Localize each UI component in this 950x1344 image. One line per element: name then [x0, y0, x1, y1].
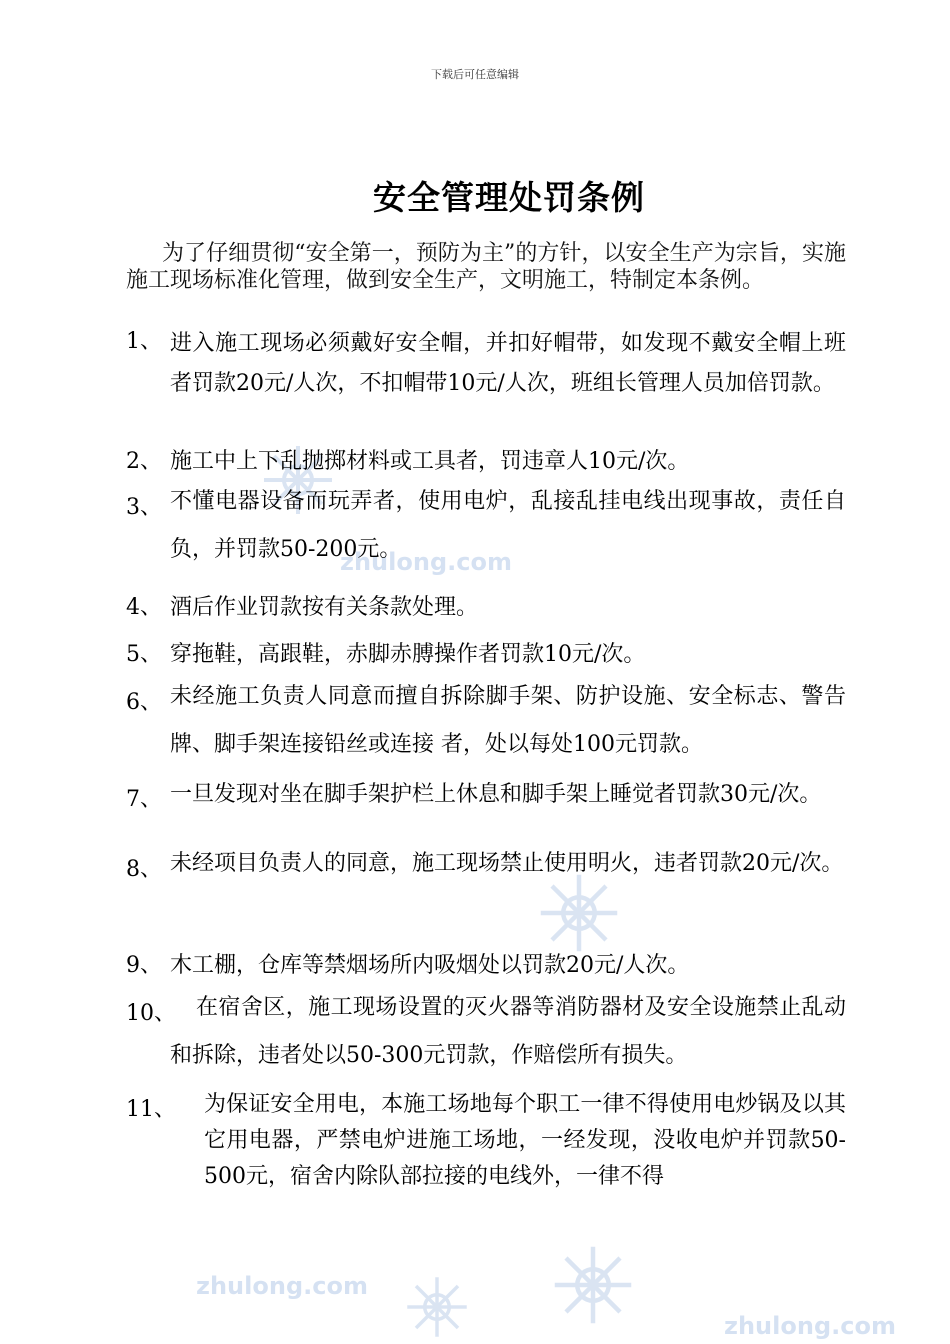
- item-number: 9、: [126, 953, 162, 978]
- item-number: 11、: [126, 1097, 176, 1122]
- list-item: [126, 996, 846, 1080]
- watermark-text: zhulong.com: [196, 1272, 368, 1300]
- list-item: [126, 637, 846, 668]
- list-item: [126, 490, 846, 574]
- item-text: 不懂电器设备而玩弄者，使用电炉，乱接乱挂电线出现事故，责任自负，并罚款50-200元。: [170, 489, 846, 562]
- list-item: [126, 948, 846, 979]
- item-number: 1、: [126, 329, 162, 354]
- item-text: 酒后作业罚款按有关条款处理。: [170, 595, 479, 620]
- item-text: 未经项目负责人的同意，施工现场禁止使用明火，违者罚款20元/次。: [170, 851, 844, 876]
- item-text: 一旦发现对坐在脚手架护栏上休息和脚手架上睡觉者罚款30元/次。: [170, 782, 822, 807]
- item-text: 未经施工负责人同意而擅自拆除脚手架、防护设施、安全标志、警告牌、脚手架连接铅丝或连接 者，处以每处100元罚款。: [170, 684, 846, 757]
- item-text: 木工棚，仓库等禁烟场所内吸烟处以罚款20元/人次。: [170, 953, 690, 978]
- list-item: [126, 324, 846, 404]
- list-item: [126, 852, 846, 888]
- intro-paragraph: 为了仔细贯彻“安全第一，预防为主”的方针，以安全生产为宗旨，实施施工现场标准化管理，做到安全生产，文明施工，特制定本条例。: [126, 241, 846, 293]
- watermark-snowflake-icon: [548, 1240, 638, 1330]
- item-text: 穿拖鞋，高跟鞋，赤脚赤膊操作者罚款10元/次。: [170, 642, 646, 667]
- item-number: 4、: [126, 595, 162, 620]
- item-number: 8、: [126, 857, 162, 882]
- item-number: 10、: [126, 1001, 176, 1026]
- item-text: 在宿舍区，施工现场设置的灭火器等消防器材及安全设施禁止乱动和拆除，违者处以50-300元罚款，作赔偿所有损失。: [170, 995, 846, 1068]
- page-title: 安全管理处罚条例: [373, 178, 645, 217]
- watermark-snowflake-icon: [402, 1272, 472, 1342]
- item-number: 2、: [126, 449, 162, 474]
- item-text: 进入施工现场必须戴好安全帽，并扣好帽带，如发现不戴安全帽上班者罚款20元/人次，不扣帽带10元/人次，班组长管理人员加倍罚款。: [170, 331, 846, 396]
- header-note: 下载后可任意编辑: [431, 68, 519, 81]
- watermark-text: zhulong.com: [724, 1312, 896, 1340]
- item-number: 5、: [126, 642, 162, 667]
- list-item: [126, 590, 846, 621]
- list-item: [126, 685, 846, 769]
- watermark-text: zhulong.com: [340, 548, 512, 576]
- item-text: 施工中上下乱抛掷材料或工具者，罚违章人10元/次。: [170, 449, 690, 474]
- item-number: 7、: [126, 787, 162, 812]
- list-item: [126, 1092, 846, 1195]
- item-text: 为保证安全用电，本施工场地每个职工一律不得使用电炒锅及以其它用电器，严禁电炉进施工场地，一经发现，没收电炉并罚款50-500元，宿舍内除队部拉接的电线外，一律不得: [204, 1092, 846, 1189]
- item-number: 3、: [126, 495, 162, 520]
- list-item: [126, 782, 846, 812]
- item-number: 6、: [126, 690, 162, 715]
- list-item: [126, 444, 846, 475]
